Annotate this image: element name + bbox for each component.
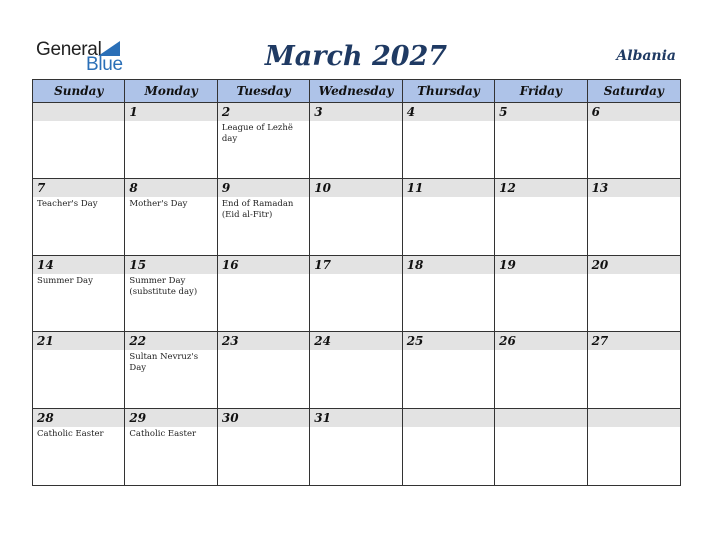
holiday-label: League of Lezhë day [221, 123, 293, 144]
day-cell [218, 332, 310, 408]
day-cell [495, 409, 587, 485]
day-number: 4 [406, 105, 416, 119]
day-number: 13 [591, 181, 609, 196]
calendar-grid [32, 79, 681, 486]
day-number-band [495, 103, 586, 121]
day-number: 7 [37, 181, 46, 196]
logo-text-blue: Blue [86, 54, 123, 75]
day-number: 29 [129, 410, 147, 425]
day-number: 16 [221, 257, 239, 272]
day-cell [125, 256, 217, 332]
weekday-header-tuesday: Tuesday [218, 80, 310, 103]
day-number: 31 [314, 410, 331, 425]
day-cell [403, 256, 495, 332]
day-cell [125, 332, 217, 408]
holiday-label: Sultan Nevruz's Day [129, 352, 199, 374]
day-number-band [588, 409, 680, 427]
day-number: 6 [591, 105, 600, 119]
holiday-label: Summer Day (substitute day) [129, 275, 198, 297]
weekday-header-thursday: Thursday [403, 80, 495, 103]
day-number: 10 [314, 181, 331, 196]
day-cell [310, 332, 402, 408]
day-number-band [218, 179, 309, 197]
calendar-title: March 2027 [264, 41, 448, 72]
day-number: 28 [37, 410, 54, 425]
day-cell [588, 179, 680, 255]
day-number: 8 [129, 181, 138, 196]
day-cell [588, 256, 680, 332]
day-cell [495, 103, 587, 179]
weekday-header-friday: Friday [495, 80, 587, 103]
day-number: 27 [591, 334, 609, 349]
day-number: 2 [221, 105, 231, 119]
weekday-header-saturday: Saturday [588, 80, 680, 103]
day-cell [495, 256, 587, 332]
holiday-label: End of Ramadan (Eid al-Fitr) [221, 199, 294, 221]
day-number: 24 [314, 334, 331, 349]
day-number: 30 [221, 410, 239, 425]
day-number: 3 [314, 105, 323, 119]
day-number-band [125, 179, 216, 197]
day-number-band [310, 103, 401, 121]
day-number-band [33, 179, 124, 197]
day-cell [403, 332, 495, 408]
country-label: Albania [616, 48, 676, 64]
day-cell [125, 179, 217, 255]
day-number: 1 [129, 105, 138, 119]
day-number: 19 [499, 257, 516, 272]
day-cell [588, 332, 680, 408]
day-number: 20 [591, 257, 609, 272]
day-cell [310, 409, 402, 485]
day-cell [403, 409, 495, 485]
day-number: 15 [129, 257, 147, 272]
day-cell [125, 409, 217, 485]
day-cell [218, 409, 310, 485]
day-cell [588, 103, 680, 179]
day-number-band [403, 409, 494, 427]
holiday-label: Catholic Easter [129, 428, 197, 439]
day-cell [310, 256, 402, 332]
day-number: 9 [221, 181, 231, 196]
day-number: 18 [406, 257, 424, 272]
day-cell [218, 256, 310, 332]
day-number: 5 [499, 105, 508, 119]
day-cell [495, 332, 587, 408]
day-number-band [403, 103, 494, 121]
day-cell [33, 409, 125, 485]
day-number: 14 [37, 257, 54, 272]
weekday-header-wednesday: Wednesday [310, 80, 402, 103]
day-number-band [125, 103, 216, 121]
day-number: 22 [129, 334, 147, 349]
day-cell [495, 179, 587, 255]
day-number: 12 [499, 181, 516, 196]
day-cell [310, 103, 402, 179]
logo-text-general: General [36, 39, 102, 60]
holiday-label: Catholic Easter [37, 428, 104, 439]
day-number: 23 [221, 334, 239, 349]
day-number: 25 [406, 334, 424, 349]
day-number-band [588, 103, 680, 121]
day-number-band [218, 103, 309, 121]
day-number: 17 [314, 257, 331, 272]
day-cell [33, 179, 125, 255]
day-cell [33, 103, 125, 179]
day-number: 11 [406, 181, 424, 196]
weekday-header-sunday: Sunday [33, 80, 125, 103]
holiday-label: Teacher's Day [37, 199, 98, 210]
day-number-band [33, 103, 124, 121]
day-number: 21 [37, 334, 54, 349]
holiday-label: Summer Day [37, 275, 93, 286]
day-cell [310, 179, 402, 255]
day-number-band [495, 409, 586, 427]
day-cell [588, 409, 680, 485]
day-number: 26 [499, 334, 516, 349]
day-cell [218, 179, 310, 255]
day-cell [403, 103, 495, 179]
day-cell [33, 332, 125, 408]
day-cell [218, 103, 310, 179]
day-cell [403, 179, 495, 255]
weekday-header-monday: Monday [125, 80, 217, 103]
holiday-label: Mother's Day [129, 199, 188, 210]
day-cell [33, 256, 125, 332]
day-cell [125, 103, 217, 179]
